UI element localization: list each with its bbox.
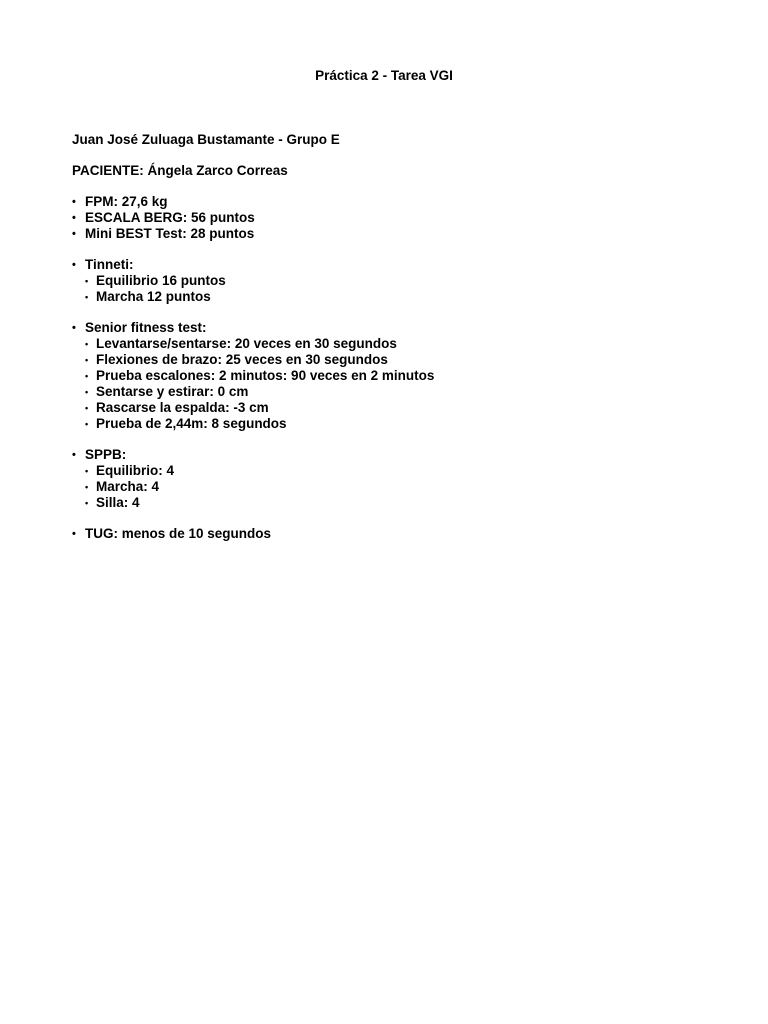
list-item-berg	[72, 210, 712, 226]
bullet-icon: •	[85, 419, 89, 429]
sublist-item-text: Prueba de 2,44m: 8 segundos	[96, 416, 287, 431]
sublist-item	[72, 416, 712, 432]
sublist-item	[72, 352, 712, 368]
sublist-item-text: Marcha 12 puntos	[96, 289, 211, 304]
list-item-text: TUG: menos de 10 segundos	[85, 526, 272, 541]
sublist-item	[72, 384, 712, 400]
author-line: Juan José Zuluaga Bustamante - Grupo E	[72, 132, 340, 147]
list-item-senior-fitness	[72, 320, 712, 336]
bullet-icon: •	[72, 322, 76, 334]
bullet-icon: •	[85, 498, 89, 508]
bullet-icon: •	[85, 387, 89, 397]
sublist-item-text: Rascarse la espalda: -3 cm	[96, 400, 269, 415]
list-item-text: SPPB:	[85, 447, 127, 462]
bullet-icon: •	[85, 371, 89, 381]
document-title: Práctica 2 - Tarea VGI	[315, 68, 453, 83]
bullet-icon: •	[72, 228, 76, 240]
bullet-icon: •	[72, 196, 76, 208]
sublist-item-text: Levantarse/sentarse: 20 veces en 30 segundos	[96, 336, 397, 351]
sublist-item	[72, 336, 712, 352]
list-item-tug	[72, 526, 712, 542]
bullet-icon: •	[85, 466, 89, 476]
patient-line: PACIENTE: Ángela Zarco Correas	[72, 163, 288, 178]
bullet-icon: •	[72, 528, 76, 540]
list-item-text: ESCALA BERG: 56 puntos	[85, 210, 255, 225]
sublist-item-text: Sentarse y estirar: 0 cm	[96, 384, 249, 399]
list-item-text: Mini BEST Test: 28 puntos	[85, 226, 255, 241]
list-item-tinneti	[72, 257, 712, 273]
bullet-icon: •	[85, 482, 89, 492]
bullet-icon: •	[85, 355, 89, 365]
sublist-item	[72, 273, 712, 289]
sublist-item-text: Equilibrio: 4	[96, 463, 175, 478]
bullet-icon: •	[85, 339, 89, 349]
list-item-text: FPM: 27,6 kg	[85, 194, 168, 209]
list-item-fpm	[72, 194, 712, 210]
sublist-item-text: Silla: 4	[96, 495, 140, 510]
sublist-item	[72, 289, 712, 305]
list-item-sppb	[72, 447, 712, 463]
list-item-text: Tinneti:	[85, 257, 134, 272]
sublist-item-text: Marcha: 4	[96, 479, 160, 494]
bullet-icon: •	[85, 292, 89, 302]
sublist-item	[72, 495, 712, 511]
list-item-minibest	[72, 226, 712, 242]
sublist-item	[72, 368, 712, 384]
sublist-item-text: Equilibrio 16 puntos	[96, 273, 226, 288]
bullet-icon: •	[85, 276, 89, 286]
bullet-icon: •	[85, 403, 89, 413]
sublist-item	[72, 400, 712, 416]
bullet-icon: •	[72, 449, 76, 461]
bullet-icon: •	[72, 259, 76, 271]
bullet-icon: •	[72, 212, 76, 224]
list-item-text: Senior fitness test:	[85, 320, 207, 335]
sublist-item-text: Flexiones de brazo: 25 veces en 30 segundos	[96, 352, 388, 367]
sublist-item	[72, 463, 712, 479]
sublist-item	[72, 479, 712, 495]
document-body	[72, 132, 712, 542]
sublist-item-text: Prueba escalones: 2 minutos: 90 veces en 2 minutos	[96, 368, 435, 383]
